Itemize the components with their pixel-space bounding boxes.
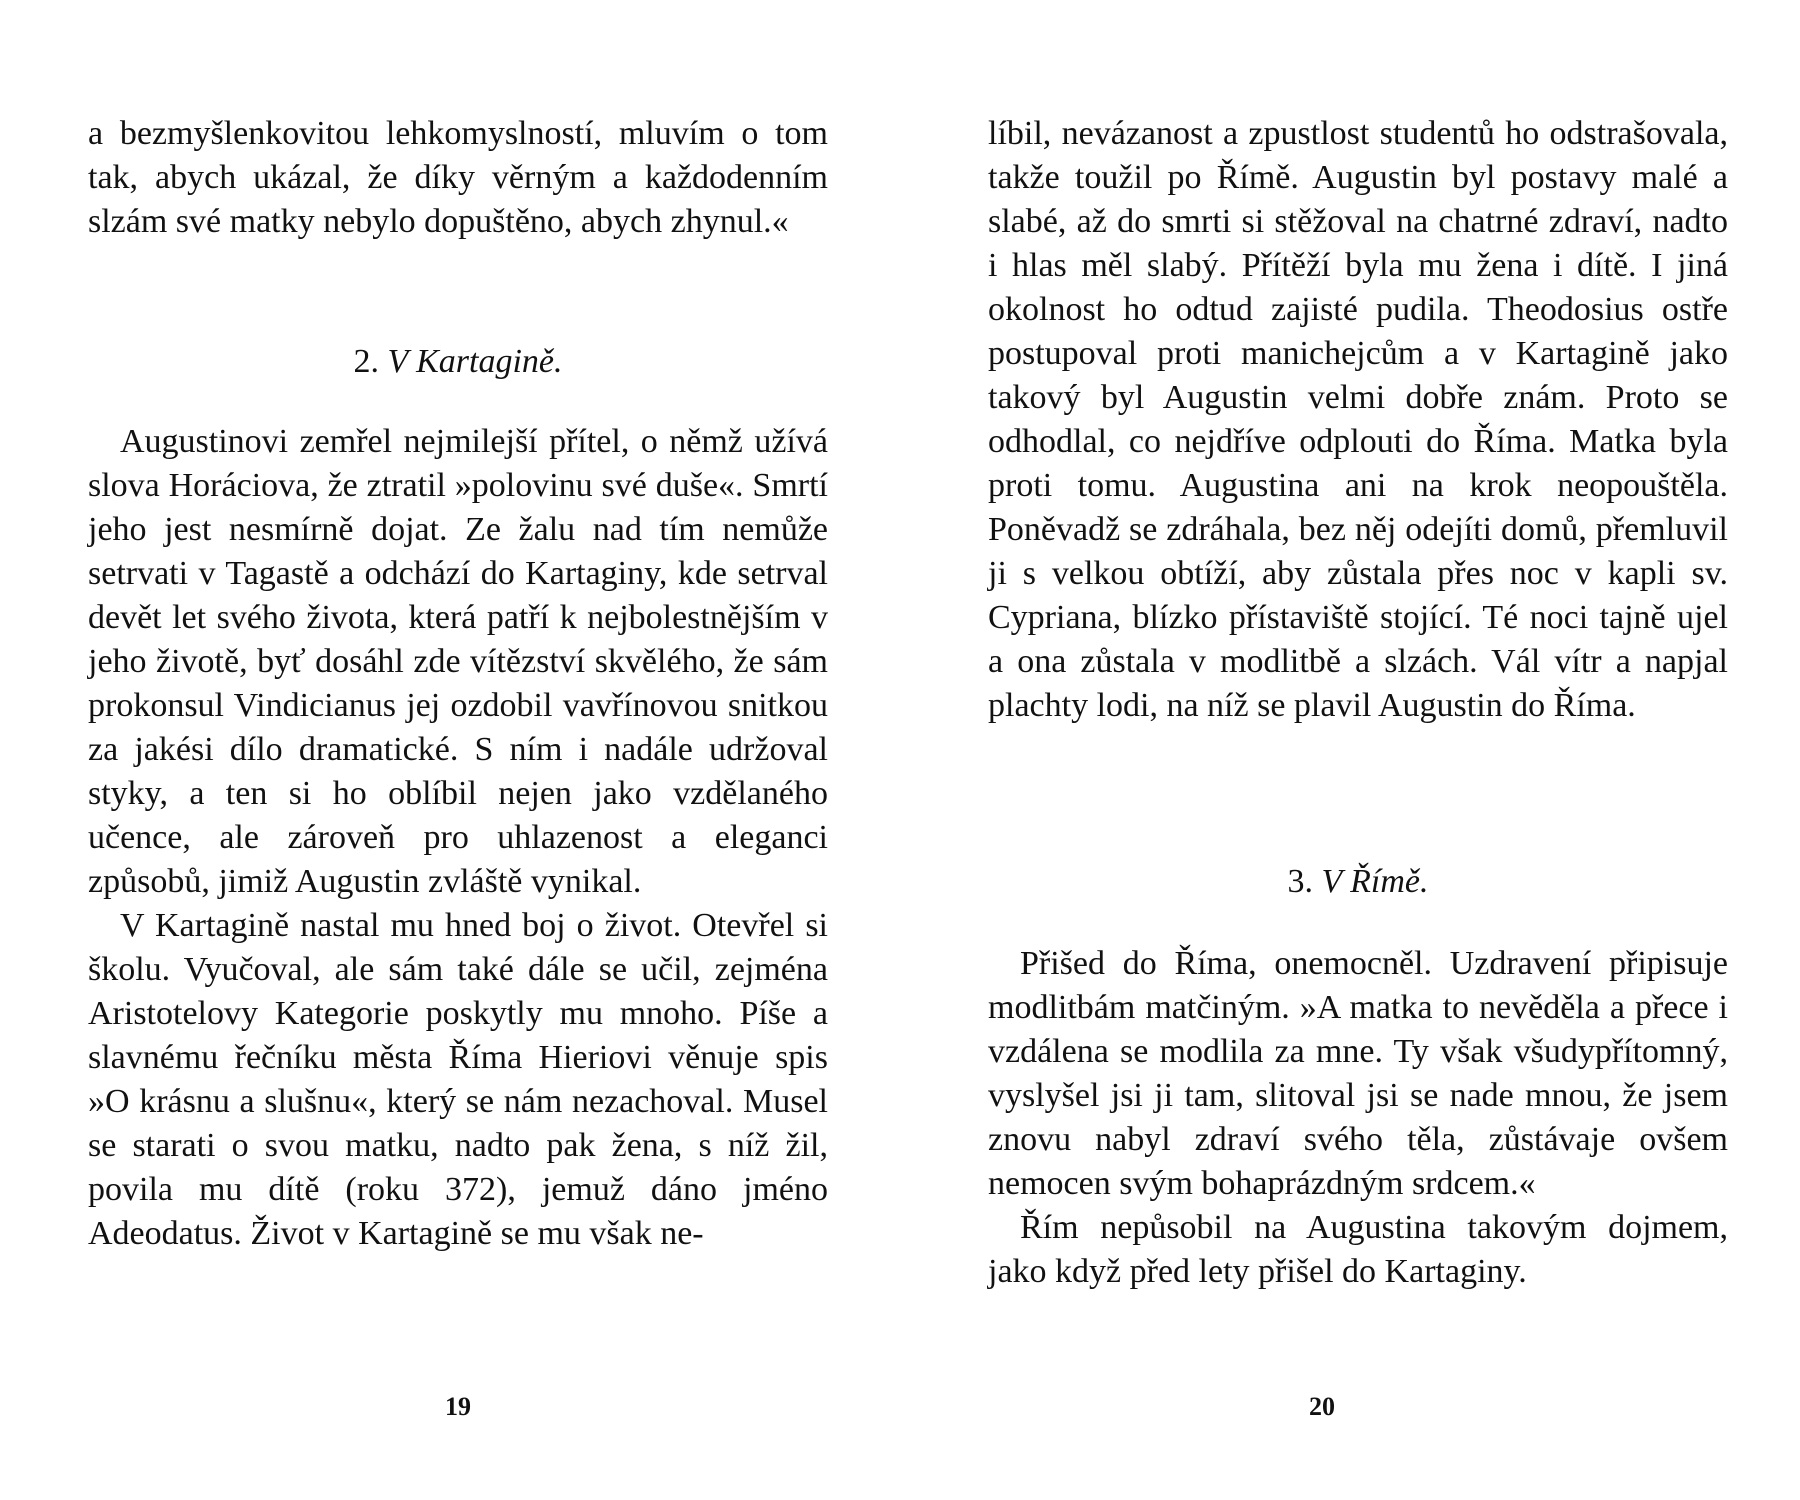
right-page <box>988 0 1748 1500</box>
left-page-body <box>88 420 828 1256</box>
paragraph: líbil, nevázanost a zpustlost studentů ho odstrašovala, takže toužil po Římě. Augustin byl postavy malé a slabé, až do smrti si stěžoval na chatrné zdraví, nadto i hlas měl slabý. Přítěží byla mu žena i dítě. I jiná okolnost ho odtud zajisté pudila. Theodosius ostře postupoval proti manichejcům a v Kartagině jako takový byl Augustin velmi dobře znám. Proto se odhodlal, co nejdříve odplouti do Říma. Matka byla proti tomu. Augustina ani na krok neopouštěla. Poněvadž se zdráhala, bez něj odejíti domů, přemluvil ji s velkou obtíží, aby zůstala přes noc v kapli sv. Cypriana, blízko přístaviště stojící. Té noci tajně ujel a ona zůstala v modlitbě a slzách. Vál vítr a napjal plachty lodi, na níž se plavil Augustin do Říma. <box>988 115 1728 724</box>
paragraph: a bezmyšlenkovitou lehkomyslností, mluvím o tom tak, abych ukázal, že díky věrným a každodenním slzám své matky nebylo dopuštěno, abych zhynul.« <box>88 115 828 240</box>
paragraph: V Kartagině nastal mu hned boj o život. Otevřel si školu. Vyučoval, ale sám také dále se učil, zejména Aristotelovy Kategorie poskytly mu mnoho. Píše a slavnému řečníku města Říma Hieriovi věnuje spis »O krásnu a slušnu«, který se nám nezachoval. Musel se starati o svou matku, nadto pak žena, s níž žil, povila mu dítě (roku 372), jemuž dáno jméno Adeodatus. Život v Kartagině se mu však ne- <box>88 907 828 1252</box>
section-number: 3. <box>1287 863 1313 900</box>
page-number: 20 <box>1309 1392 1335 1421</box>
right-page-body <box>988 942 1728 1294</box>
section-heading <box>88 340 828 384</box>
left-page-continuation <box>88 112 828 244</box>
section-number: 2. <box>353 343 379 380</box>
left-page <box>88 0 848 1500</box>
paragraph: Augustinovi zemřel nejmilejší přítel, o němž užívá slova Horáciova, že ztratil »polovinu své duše«. Smrtí jeho jest nesmírně dojat. Ze žalu nad tím nemůže setrvati v Tagastě a odchází do Kartaginy, kde setrval devět let svého života, která patří k nejbolestnějším v jeho životě, byť dosáhl zde vítězství skvělého, že sám prokonsul Vindicianus jej ozdobil vavřínovou snitkou za jakési dílo dramatické. S ním i nadále udržoval styky, a ten si ho oblíbil nejen jako vzdělaného učence, ale zároveň pro uhlazenost a eleganci způsobů, jimiž Augustin zvláště vynikal. <box>88 423 828 900</box>
paragraph: Přišed do Říma, onemocněl. Uzdravení připisuje modlitbám matčiným. »A matka to nevěděla a přece i vzdálena se modlila za mne. Ty však všudypřítomný, vyslyšel jsi ji tam, slitoval jsi se nade mnou, že jsem znovu nabyl zdraví svého těla, zůstávaje ovšem nemocen svým bohaprázdným srdcem.« <box>988 945 1728 1202</box>
section-title: V Římě. <box>1321 863 1429 900</box>
page-number: 19 <box>445 1392 471 1421</box>
section-heading <box>988 860 1728 904</box>
paragraph: Řím nepůsobil na Augustina takovým dojmem, jako když před lety přišel do Kartaginy. <box>988 1209 1728 1290</box>
section-title: V Kartagině. <box>387 343 563 380</box>
right-page-continuation <box>988 112 1728 728</box>
